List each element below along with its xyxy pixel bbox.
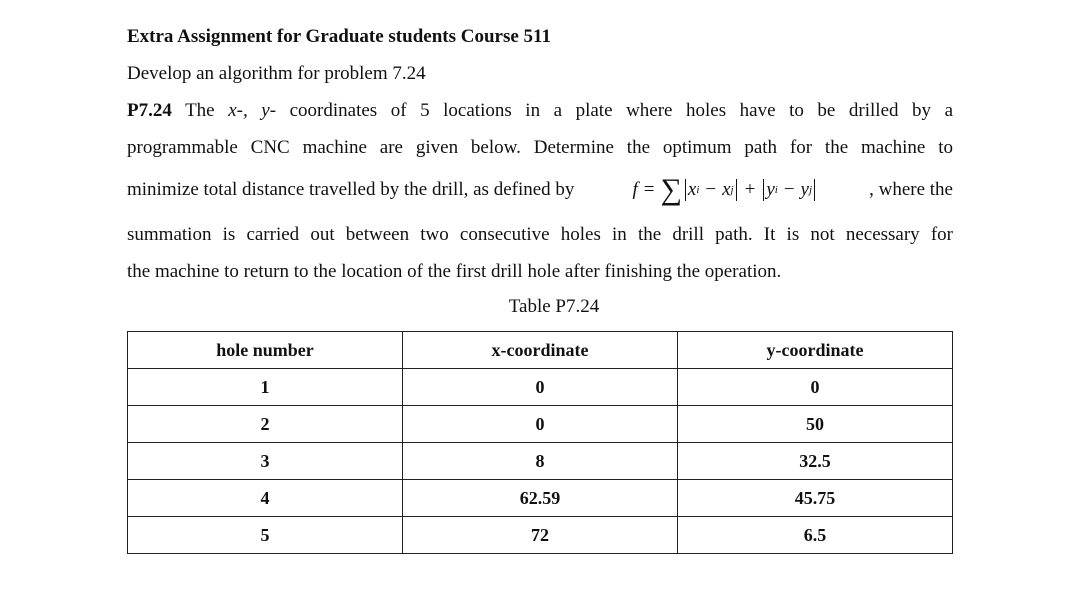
problem-label: P7.24 <box>127 100 172 121</box>
cell-x-coordinate: 8 <box>403 443 678 480</box>
problem-line-3-start: minimize total distance travelled by the drill, as defined by <box>127 179 575 200</box>
header-y-coordinate: y-coordinate <box>678 332 953 369</box>
problem-line-5: the machine to return to the location of the first drill hole after finishing the operation. <box>127 261 782 282</box>
coordinates-table <box>127 331 953 554</box>
cell-y-coordinate: 6.5 <box>678 517 953 554</box>
cell-x-coordinate: 62.59 <box>403 480 678 517</box>
cell-hole-number: 3 <box>128 443 403 480</box>
problem-line-4: summation is carried out between two consecutive holes in the drill path. It is not necessary for <box>127 224 953 245</box>
table-caption: Table P7.24 <box>508 296 600 317</box>
table-row <box>128 517 953 554</box>
y-variable: y- <box>261 100 277 121</box>
formula-xi: x <box>687 179 697 200</box>
table-row <box>128 369 953 406</box>
problem-line-1-rest: coordinates of 5 locations in a plate where holes have to be drilled by a <box>289 100 954 121</box>
formula-xj: x <box>722 179 731 200</box>
formula-sub-i: i <box>696 184 700 196</box>
problem-line-2: programmable CNC machine are given below. Determine the optimum path for the machine to <box>127 137 953 158</box>
cell-x-coordinate: 72 <box>403 517 678 554</box>
problem-line-1-start: The <box>185 100 215 121</box>
formula-equals: = <box>643 179 655 200</box>
formula-yj: y <box>800 179 809 200</box>
abs-bar <box>814 179 815 201</box>
header-x-coordinate: x-coordinate <box>403 332 678 369</box>
problem-line-3-end: , where the <box>869 179 953 200</box>
formula-plus: + <box>744 179 756 200</box>
cell-x-coordinate: 0 <box>403 369 678 406</box>
document-title: Extra Assignment for Graduate students Course 511 <box>127 26 551 47</box>
header-hole-number: hole number <box>128 332 403 369</box>
abs-bar <box>763 179 764 201</box>
abs-bar <box>685 179 686 201</box>
cell-y-coordinate: 45.75 <box>678 480 953 517</box>
table-row <box>128 443 953 480</box>
cell-y-coordinate: 50 <box>678 406 953 443</box>
problem-line-3 <box>127 173 953 207</box>
cell-hole-number: 5 <box>128 517 403 554</box>
cell-y-coordinate: 0 <box>678 369 953 406</box>
problem-line-1 <box>127 100 953 122</box>
document-subtitle: Develop an algorithm for problem 7.24 <box>127 63 426 84</box>
table-row <box>128 406 953 443</box>
formula-minus: − <box>705 179 717 200</box>
formula-sigma: ∑ <box>660 173 682 206</box>
cell-y-coordinate: 32.5 <box>678 443 953 480</box>
cell-hole-number: 4 <box>128 480 403 517</box>
abs-bar <box>736 179 737 201</box>
cell-hole-number: 1 <box>128 369 403 406</box>
formula-minus: − <box>783 179 795 200</box>
x-variable: x-, <box>228 100 248 121</box>
formula-f: f <box>632 179 638 200</box>
formula-sub-j: j <box>808 184 813 196</box>
cell-hole-number: 2 <box>128 406 403 443</box>
formula-yi: y <box>766 179 775 200</box>
table-header-row <box>128 332 953 369</box>
formula-sub-i: i <box>774 184 778 196</box>
formula-sub-j: j <box>730 184 734 196</box>
distance-formula <box>632 175 817 205</box>
table-row <box>128 480 953 517</box>
cell-x-coordinate: 0 <box>403 406 678 443</box>
